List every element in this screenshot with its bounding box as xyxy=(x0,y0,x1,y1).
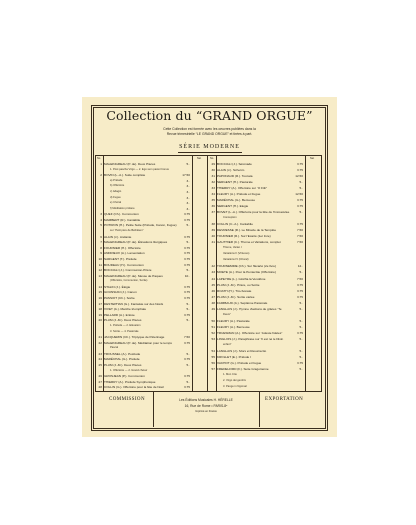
entry-price: 5.. xyxy=(186,363,190,368)
catalog-entry xyxy=(97,257,193,261)
entry-number: 34 xyxy=(211,192,215,197)
entry-title: MAMBERT (R.). Cantabile xyxy=(104,217,141,222)
entry-title: MALEINGREAU (P. de). Deux Pièces xyxy=(104,162,156,166)
catalog-entry xyxy=(97,263,193,267)
catalog-subitem xyxy=(97,207,193,211)
entry-price: 7.50 xyxy=(296,276,303,281)
catalog-entry xyxy=(97,240,193,244)
catalog-entry xyxy=(97,363,193,367)
entry-price: 3.. xyxy=(186,189,190,194)
catalog-entry xyxy=(97,290,193,294)
catalog-subitem xyxy=(97,190,193,194)
entry-title: PELLARD (A.). Entrée xyxy=(104,312,135,317)
entry-title: BOCCIALI (J.). Communion-Prière xyxy=(104,268,152,273)
entry-title: Variations II (Virtuoso) xyxy=(223,252,250,256)
catalog-entry xyxy=(210,162,306,166)
entry-title: ALAIN (J.). Andante xyxy=(104,234,132,239)
entry-number: 52 xyxy=(211,330,215,335)
entry-price: 3.75 xyxy=(296,282,303,287)
entry-price: 3.75 xyxy=(183,284,190,289)
catalog-entry xyxy=(210,367,306,371)
entry-number: 54 xyxy=(211,348,215,353)
entry-price: 5.. xyxy=(186,223,190,228)
catalog-subitem xyxy=(210,385,306,389)
entry-number: 6 xyxy=(100,234,102,239)
catalog-subitem xyxy=(210,252,306,256)
entry-price: 3.75 xyxy=(183,385,190,390)
catalog-entry xyxy=(210,180,306,184)
entry-title: MOETE (A.). Pour la Pentecôte (Offertoire) xyxy=(217,270,276,275)
entry-title: PLUM (J.-M.). Deux Pièces xyxy=(104,318,142,323)
entry-title: ALAIN (J.). Scherzo xyxy=(217,168,245,173)
entry-number: 23 xyxy=(98,351,102,356)
entry-number: 33 xyxy=(211,186,215,191)
catalog-entry xyxy=(210,283,306,287)
entry-price: 5.. xyxy=(186,162,190,166)
entry-title: PLUM (J.-M.). Sortie variée xyxy=(217,294,255,299)
catalog-entry xyxy=(97,352,193,356)
catalog-entry xyxy=(97,357,193,361)
entry-title: GOUNSIAN (J.). Canon xyxy=(104,290,137,295)
entry-number: 30 xyxy=(211,168,215,173)
entry-price: 3.75 xyxy=(183,312,190,317)
entry-price: 12.50 xyxy=(295,174,303,179)
entry-number: 26 xyxy=(98,374,102,379)
entry-title: COLLIN (G.). Offertoire pour la fête de Noël xyxy=(104,385,164,390)
catalog-subitem xyxy=(210,373,306,377)
entry-price: 3.. xyxy=(186,206,190,211)
catalog-subitem xyxy=(97,279,193,283)
catalog-entry xyxy=(210,174,306,178)
entry-number: 43 xyxy=(211,270,215,275)
entry-price: 5.. xyxy=(299,300,303,305)
catalog-entry xyxy=(210,234,306,238)
catalog-entry xyxy=(97,162,193,166)
catalog-entry xyxy=(210,295,306,299)
catalog-subitem xyxy=(97,229,193,233)
entry-price: 3.75 xyxy=(183,290,190,295)
series-heading: SÉRIE MODERNE xyxy=(179,144,240,150)
entry-number: 18 xyxy=(98,307,102,312)
catalog-entry xyxy=(97,296,193,300)
catalog-entry xyxy=(97,218,193,222)
entry-price: 5.. xyxy=(299,336,303,341)
entry-title: DESTEPHAN (G.). Fantaisie sur des Noëls xyxy=(104,301,164,306)
entry-number: 7 xyxy=(100,240,102,245)
entry-number: 16 xyxy=(98,296,102,301)
catalog-entry xyxy=(210,307,306,311)
entry-number: 41 xyxy=(211,240,215,245)
entry-price: 5.. xyxy=(299,348,303,353)
entry-title: POTIRON (H.). Petite Suite (Prélude, Canon, Fugue) xyxy=(104,223,177,228)
series-underline xyxy=(178,152,242,153)
entry-price: 7.50 xyxy=(183,335,190,340)
entry-price: 3.. xyxy=(186,195,190,200)
catalog-entry xyxy=(97,274,193,278)
entry-price: 3.75 xyxy=(183,234,190,239)
catalog-subitem xyxy=(97,324,193,328)
catalog-subitem xyxy=(97,369,193,373)
entry-number: 27 xyxy=(98,379,102,384)
entry-title: SERGENT (H.). Pastorale xyxy=(217,180,253,185)
entry-title: FLEURY (A.). Pastorale xyxy=(217,318,250,323)
left-price-header: Net xyxy=(197,157,202,160)
catalog-subitem xyxy=(210,216,306,220)
catalog-entry xyxy=(210,240,306,244)
catalog-entry xyxy=(97,246,193,250)
entry-title: Variations IV (Choral) xyxy=(223,258,249,262)
entry-price: 12.. xyxy=(297,264,303,269)
entry-number: 28 xyxy=(98,385,102,390)
entry-title: PAPONAUD (R.). Toccata xyxy=(217,174,253,179)
catalog-entry xyxy=(210,192,306,196)
entry-title: DEVRESSE (R.). Le Miracle de la Tempête xyxy=(217,228,277,233)
entry-title: FOURNIER (H.). Offertoire xyxy=(104,245,141,250)
entry-price: 5.. xyxy=(299,180,303,185)
entry-title: MALEINGREAU (P. de). Messe de Paques xyxy=(104,273,163,278)
entry-title: LINGLOIS (J.). Paraphrase sur “Il est né le Divin xyxy=(217,336,284,341)
entry-number: 17 xyxy=(98,301,102,306)
entry-price: 3.. xyxy=(186,184,190,189)
entry-title: MARÉCHAL (G.). Prélude xyxy=(104,357,140,362)
entry-price: 3.75 xyxy=(296,222,303,227)
left-number-header: No xyxy=(97,157,101,160)
entry-title: BOVIN (L.-A.). Suite complète xyxy=(104,173,146,178)
entry-number: 55 xyxy=(211,354,215,359)
entry-title: 1. Offertoire — 2. Grand chœur xyxy=(110,368,148,372)
entry-title: FREDELFIRD (F.). Suite Grégorienne xyxy=(217,366,269,371)
entry-number: 49 xyxy=(211,306,215,311)
entry-title: LAPEYRE (L.). Glorifia la Vendôme xyxy=(217,276,266,281)
entry-title: GROSJEAN (P.). Communion xyxy=(104,374,145,379)
entry-number: 32 xyxy=(211,180,215,185)
entry-title: STALIN (J.). Élégie xyxy=(104,284,131,289)
entry-price: 7.50 xyxy=(296,234,303,239)
catalog-entry xyxy=(97,335,193,339)
entry-number: 14 xyxy=(98,284,102,289)
entry-title: TROUSSEL (A.). Postlude xyxy=(104,351,141,356)
catalog-entry xyxy=(97,380,193,384)
entry-number: 9 xyxy=(100,251,102,256)
entry-title: LANGLAIS (J.). Hymne d'actions de grâces “Te xyxy=(217,306,282,311)
entry-title: COLLIN (C.-A.). Cantabile xyxy=(217,222,253,227)
entry-price: 3.75 xyxy=(296,294,303,299)
catalog-subitem xyxy=(97,346,193,350)
entry-price: 5.. xyxy=(186,307,190,312)
entry-number: 22 xyxy=(98,340,102,345)
entry-number: 12 xyxy=(98,268,102,273)
catalog-subitem xyxy=(210,379,306,383)
entry-price: 3.75 xyxy=(183,374,190,379)
entry-price: 5.. xyxy=(299,210,303,215)
entry-number: 21 xyxy=(98,335,102,340)
catalog-entry xyxy=(210,204,306,208)
catalog-subitem xyxy=(97,179,193,183)
entry-title: 3. Sortie — 4. Pastorale xyxy=(110,329,139,333)
entry-title: TRUESMAN (A.). Offertoire sur “Adeste fideles” xyxy=(217,330,283,335)
entry-number: 5 xyxy=(100,223,102,228)
entry-title: (Offertoire, Communion, Sortie) xyxy=(110,279,148,283)
entry-price: 5.. xyxy=(186,268,190,273)
entry-number: 24 xyxy=(98,357,102,362)
entry-number: 8 xyxy=(100,245,102,250)
entry-title: a) Prélude xyxy=(110,178,123,182)
catalog-entry xyxy=(210,270,306,274)
entry-price: 3.75 xyxy=(183,262,190,267)
publisher-address: 16, Rue de Rome • PARIS-8ᵉ xyxy=(184,404,228,408)
entry-title: FAIMBAUD (A.). Septième Pastorale xyxy=(217,300,268,305)
entry-price: 3.75 xyxy=(183,251,190,256)
entry-title: sur “Petit père de Bethléem” xyxy=(110,229,144,233)
catalog-subitem xyxy=(97,201,193,205)
catalog-entry xyxy=(210,277,306,281)
entry-number: 3 xyxy=(100,212,102,217)
entry-title: QUEF (Ch.). Communion xyxy=(104,212,139,217)
entry-price: 5.. xyxy=(299,318,303,323)
entry-price: 3.75 xyxy=(296,162,303,166)
entry-number: 39 xyxy=(211,228,215,233)
catalog-entry xyxy=(97,223,193,227)
catalog-subitem xyxy=(97,168,193,172)
catalog-subitem xyxy=(97,330,193,334)
entry-number: 10 xyxy=(98,256,102,261)
catalog-entry xyxy=(210,186,306,190)
entry-price: 7.50 xyxy=(296,240,303,245)
catalog-subitem xyxy=(97,184,193,188)
entry-number: 15 xyxy=(98,290,102,295)
entry-number: 46 xyxy=(211,288,215,293)
entry-title: SARGENT (T.). Prélude xyxy=(104,256,137,261)
catalog-entry xyxy=(210,337,306,341)
entry-title: LANGLAIS (J.). Mors et Resurrectio xyxy=(217,348,267,353)
entry-title: KROLLET (E.). Prélude I xyxy=(217,354,251,359)
catalog-entry xyxy=(210,228,306,232)
entry-price: 5.. xyxy=(186,318,190,323)
catalog-subitem xyxy=(210,313,306,317)
entry-number: 4 xyxy=(100,217,102,222)
catalog-entry xyxy=(97,341,193,345)
entry-title: TOURNIER (R.). Sur l'Ecarté (1er livre) xyxy=(217,234,271,239)
catalog-entry xyxy=(210,319,306,323)
catalog-entry xyxy=(97,374,193,378)
entry-title: ROATH (H.). Trio-Sonate xyxy=(217,288,252,293)
entry-title: PLUM (J.-M.). Deux Pièces xyxy=(104,363,142,368)
entry-title: JACQUEMIN (Ch.). Triptyque de Pèlerinage xyxy=(104,335,165,340)
entry-title: c) Adagio xyxy=(110,189,122,193)
entry-number: 42 xyxy=(211,264,215,269)
catalog-entry xyxy=(97,318,193,322)
entry-title: FLEURY (A.). Prélude et Fugue xyxy=(217,192,261,197)
entry-title: ANDRIEUX (A.). Lamentation xyxy=(104,251,145,256)
entry-number: 40 xyxy=(211,234,215,239)
score-cover-page xyxy=(82,97,337,437)
catalog-subitem xyxy=(210,246,306,250)
entry-number: 51 xyxy=(211,324,215,329)
entry-price: 5.. xyxy=(299,306,303,311)
publisher-footer xyxy=(95,392,322,427)
entry-price: 12.50 xyxy=(295,192,303,197)
entry-title: THIERRY (A.). Offertoire sur “O Filii” xyxy=(217,186,267,191)
entry-price: 3.75 xyxy=(183,256,190,261)
catalog-entry xyxy=(97,251,193,255)
entry-price: 3.75 xyxy=(183,245,190,250)
entry-number: 44 xyxy=(211,276,215,281)
catalog-entry xyxy=(210,301,306,305)
entry-number: 53 xyxy=(211,336,215,341)
entry-title: BOCCIALI (J.). Sérénade xyxy=(217,162,252,166)
entry-title: 1. Prélude — 2. Élévation xyxy=(110,323,141,327)
catalog-entry xyxy=(97,385,193,389)
entry-title: SERGENT (H.). Elegie xyxy=(217,204,249,209)
entry-title: BOUDEAU (H.). Communion xyxy=(104,262,144,267)
entry-price: 5.. xyxy=(299,270,303,275)
catalog-entry xyxy=(97,173,193,177)
entry-price: 3.75 xyxy=(296,330,303,335)
column-divider xyxy=(207,156,208,391)
entry-number: 11 xyxy=(98,262,102,267)
entry-number: 50 xyxy=(211,318,215,323)
entry-title: 1. Mon Crie xyxy=(223,372,237,376)
entry-title: Pascal xyxy=(110,346,119,350)
entry-number: 56 xyxy=(211,360,215,365)
entry-price: 10.. xyxy=(184,273,190,278)
catalog-entry xyxy=(210,361,306,365)
entry-number: 13 xyxy=(98,273,102,278)
entry-price: 5.. xyxy=(299,354,303,359)
entry-price: 3.75 xyxy=(296,198,303,203)
collection-title: Collection du “GRAND ORGUE” xyxy=(106,108,313,123)
entry-title: f) Méditation profane xyxy=(110,206,135,210)
entry-title: PASSIOT (Ch.). Sortie xyxy=(104,296,135,301)
entry-price: 3.75 xyxy=(296,288,303,293)
entry-title: VIVET (A.). Marche triomphale xyxy=(104,307,147,312)
entry-title: FLEURY (A.). Berceuse xyxy=(217,324,250,329)
entry-price: 3.75 xyxy=(183,217,190,222)
entry-number: 29 xyxy=(211,162,215,166)
entry-title: GAUTHIER (C.). Thème et Variations, complet xyxy=(217,240,281,245)
entry-number: 45 xyxy=(211,282,215,287)
entry-number: 2 xyxy=(100,173,102,178)
entry-title: MALEINGREAU (P. de). Méditation pour le temps xyxy=(104,340,172,345)
entry-title: TOURNEMIRE (Ch.). Sur l'Ecarté (2e livre) xyxy=(217,264,276,269)
catalog-entry xyxy=(210,289,306,293)
catalog-entry xyxy=(210,264,306,268)
entry-title: PLUM (J.-M.). Prière, ou Sortie xyxy=(217,282,260,287)
catalog-subitem xyxy=(97,196,193,200)
entry-price: 3.75 xyxy=(296,204,303,209)
entry-title: b) Offertoire xyxy=(110,184,125,188)
entry-price: 3.75 xyxy=(183,357,190,362)
entry-number: 38 xyxy=(211,222,215,227)
entry-number: 25 xyxy=(98,363,102,368)
entry-price: 5.. xyxy=(186,351,190,356)
entry-title: VACHOT (G.). Prélude et Fugue xyxy=(217,360,262,365)
entry-number: 19 xyxy=(98,312,102,317)
entry-title: 3. Pange in Ngronal xyxy=(223,384,247,388)
entry-title: Thème, Variat. I xyxy=(223,246,242,250)
catalog-entry xyxy=(97,313,193,317)
entry-number: 36 xyxy=(211,204,215,209)
entry-number: 47 xyxy=(211,294,215,299)
entry-title: d) Fugue xyxy=(110,195,121,199)
entry-title: enfant” xyxy=(223,342,232,346)
entry-price: 3.. xyxy=(186,201,190,206)
entry-price: 3.75 xyxy=(183,212,190,217)
entry-price: 3.. xyxy=(186,178,190,183)
entry-title: 2. Virgo dei genitrix xyxy=(223,378,246,382)
entry-price: 5.. xyxy=(299,324,303,329)
catalog-entry xyxy=(210,210,306,214)
entry-price: 5.. xyxy=(186,301,190,306)
collection-subtitle-line-2: Revue trimestrielle “LE GRAND ORGUE” et tirées à part. xyxy=(166,132,253,136)
entry-title: Deum” xyxy=(223,312,232,316)
catalog-entry xyxy=(97,268,193,272)
entry-number: 31 xyxy=(211,174,215,179)
entry-number: 37 xyxy=(211,210,215,215)
catalog-entry xyxy=(97,307,193,311)
entry-title: BOVET (L.-A.). Offertoire pour la fête de l'Immaculée xyxy=(217,210,290,215)
right-price-header: Net xyxy=(310,157,315,160)
entry-title: THIERRY (A.). Prélude Symphonique xyxy=(104,379,156,384)
catalog-subitem xyxy=(210,343,306,347)
entry-number: 20 xyxy=(98,318,102,323)
catalog-subitem xyxy=(210,258,306,262)
entry-title: Conception xyxy=(223,216,237,220)
entry-price: 17.50 xyxy=(182,173,190,178)
commission-label: COMMISSION xyxy=(109,397,145,402)
entry-price: 3.75 xyxy=(183,340,190,345)
entry-title: e) Choral xyxy=(110,201,122,205)
entry-number: 35 xyxy=(211,198,215,203)
catalog-entry xyxy=(97,302,193,306)
entry-number: 1 xyxy=(100,162,102,166)
entry-price: 5.. xyxy=(299,186,303,191)
entry-price: 7.50 xyxy=(296,228,303,233)
entry-price: 3.75 xyxy=(296,168,303,173)
entry-title: MARÉCHAL (G.). Berceuse xyxy=(217,198,256,203)
entry-title: 1. Post pascha Virgo — 2. Ego sum pastor bonus xyxy=(110,167,169,171)
catalog-entry xyxy=(210,331,306,335)
catalog-table xyxy=(95,155,322,392)
printed-in-label: Imprimé en France xyxy=(195,410,217,413)
catalog-entry xyxy=(210,168,306,172)
entry-number: 48 xyxy=(211,300,215,305)
entry-price: 5.. xyxy=(299,366,303,371)
catalog-entry xyxy=(97,212,193,216)
publisher-name: Les Éditions Musicales H. HÉRELLE xyxy=(179,398,233,402)
entry-title: MALEINGREAU (P. de). Élévations liturgiques xyxy=(104,240,168,245)
entry-price: 5.. xyxy=(186,379,190,384)
catalog-entry xyxy=(210,198,306,202)
entry-price: 3.75 xyxy=(183,296,190,301)
catalog-entry xyxy=(210,355,306,359)
footer-divider xyxy=(259,392,260,427)
catalog-entry xyxy=(210,349,306,353)
catalog-entry xyxy=(210,325,306,329)
catalog-entry xyxy=(210,222,306,226)
entry-price: 3.75 xyxy=(296,360,303,365)
catalog-entry xyxy=(97,285,193,289)
catalog-entry xyxy=(97,235,193,239)
entry-number: 57 xyxy=(211,366,215,371)
entry-price: 5.. xyxy=(186,240,190,245)
right-number-header: No xyxy=(210,157,214,160)
exportation-label: EXPORTATION xyxy=(265,397,304,402)
collection-subtitle-line-1: Cette Collection est formée avec les oeuvres publiées dans la xyxy=(163,127,256,131)
